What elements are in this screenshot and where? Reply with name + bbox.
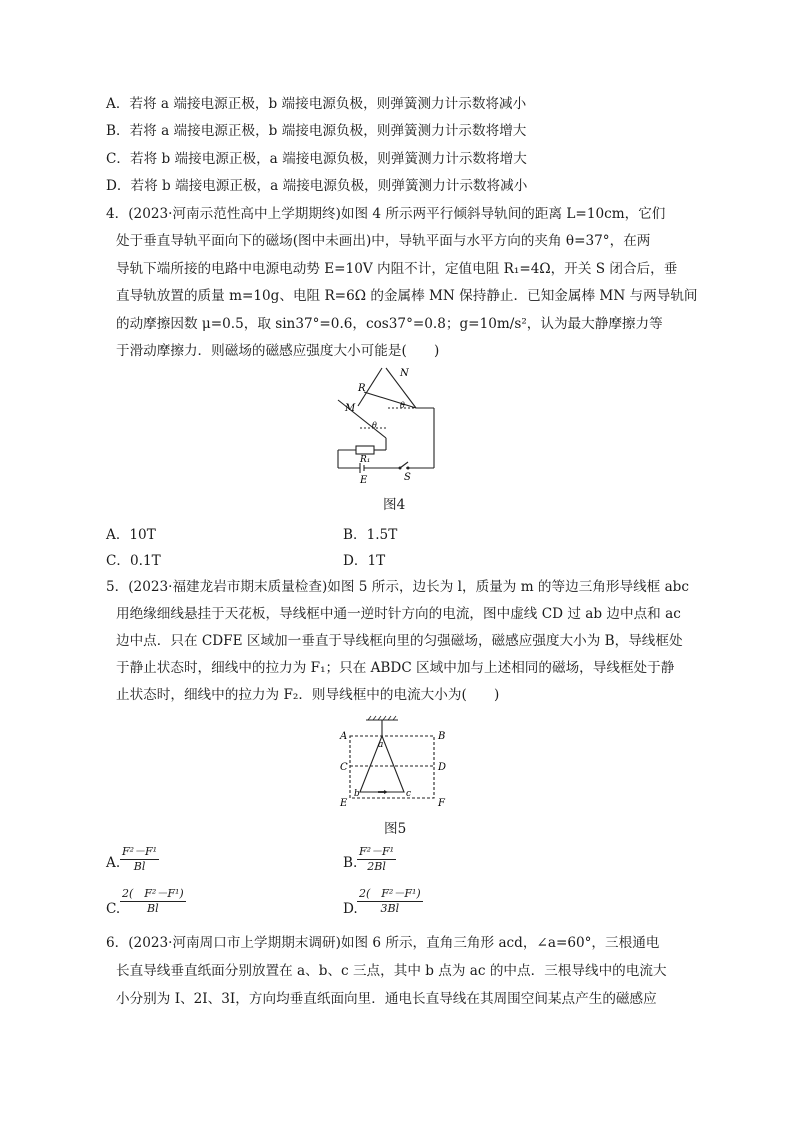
q3-option-a: A．若将 a 端接电源正极，b 端接电源负极，则弹簧测力计示数将减小 [106, 96, 527, 112]
q6-line: 6．(2023·河南周口市上学期期末调研)如图 6 所示，直角三角形 acd，∠a=60°，三根通电 [106, 935, 660, 951]
q3-option-b: B．若将 a 端接电源正极，b 端接电源负极，则弹簧测力计示数将增大 [106, 123, 527, 139]
q4-option-d: D．1T [343, 553, 386, 569]
label-vertex-c: c [406, 789, 412, 799]
label-b-corner: B [438, 731, 446, 742]
label-r: R [358, 383, 366, 394]
q4-line: 于滑动摩擦力．则磁场的磁感应强度大小可能是( ) [116, 343, 440, 359]
q4-option-c: C．0.1T [106, 553, 161, 569]
figure-4-caption: 图4 [383, 497, 406, 513]
resistor-r1 [356, 446, 374, 454]
q5-line: 用绝缘细线悬挂于天花板，导线框中通一逆时针方向的电流，图中虚线 CD 过 ab 边中点和 ac [116, 606, 681, 622]
option-letter: C. [106, 901, 121, 917]
q3-option-c: C．若将 b 端接电源正极，a 端接电源负极，则弹簧测力计示数将增大 [106, 151, 527, 167]
label-vertex-a: a [378, 740, 384, 750]
switch-s [400, 462, 408, 468]
q4-line: 直导轨放置的质量 m=10g、电阻 R=6Ω 的金属棒 MN 保持静止．已知金属棒 MN 与两导轨间 [116, 288, 698, 304]
label-r1: R₁ [360, 455, 371, 465]
label-theta-lower: θ [372, 421, 377, 430]
option-letter: B. [343, 855, 358, 871]
label-n: N [400, 368, 409, 379]
numerator: 2( F²－F¹) [122, 887, 184, 900]
label-e: E [360, 475, 368, 484]
numerator: 2( F²－F¹) [359, 887, 421, 900]
q3-option-d: D．若将 b 端接电源正极，a 端接电源负极，则弹簧测力计示数将减小 [106, 178, 528, 194]
label-vertex-b: b [354, 789, 360, 799]
label-d-corner: D [438, 762, 447, 773]
option-letter: A. [106, 855, 121, 871]
denominator: Bl [147, 902, 159, 915]
numerator: F²－F¹ [359, 845, 395, 858]
q4-option-a: A．10T [106, 527, 156, 543]
q4-line: 4．(2023·河南示范性高中上学期期终)如图 4 所示两平行倾斜导轨间的距离 L=10cm，它们 [106, 206, 666, 222]
denominator: Bl [133, 860, 146, 873]
rail-right-upper [364, 392, 416, 408]
fraction [120, 885, 186, 915]
figure-5-caption: 图5 [384, 821, 407, 837]
figure-5-triangle-frame [338, 714, 454, 810]
q5-line: 5．(2023·福建龙岩市期末质量检查)如图 5 所示，边长为 l，质量为 m 的等边三角形导线框 abc [106, 579, 689, 595]
q6-line: 长直导线垂直纸面分别放置在 a、b、c 三点，其中 b 点为 ac 的中点．三根导线中的电流大 [116, 963, 667, 979]
label-s: S [404, 472, 411, 483]
q4-line: 的动摩擦因数 μ=0.5，取 sin37°=0.6，cos37°=0.8；g=10m/s²，认为最大静摩擦力等 [116, 316, 663, 332]
label-theta-upper: θ [400, 401, 405, 410]
denominator: 2Bl [367, 860, 386, 873]
label-e-corner: E [340, 798, 348, 809]
label-f-corner: F [438, 798, 445, 809]
fraction [357, 843, 396, 873]
q4-line: 处于垂直导轨平面向下的磁场(图中未画出)中，导轨平面与水平方向的夹角 θ=37°，在两 [116, 233, 651, 249]
q6-line: 小分别为 I、2I、3I，方向均垂直纸面向里．通电长直导线在其周围空间某点产生的磁感应 [116, 991, 657, 1007]
numerator: F²－F¹ [122, 845, 158, 858]
figure-4-circuit [330, 364, 450, 484]
fraction [357, 885, 423, 915]
label-c-corner: C [340, 762, 348, 773]
denominator: 3Bl [380, 902, 400, 915]
q5-line: 边中点．只在 CDFE 区域加一垂直于导线框向里的匀强磁场，磁感应强度大小为 B，导线框处 [116, 633, 683, 649]
label-m: M [345, 403, 356, 414]
option-letter: D. [343, 901, 358, 917]
q5-line: 于静止状态时，细线中的拉力为 F₁；只在 ABDC 区域中加与上述相同的磁场，导线框处于静 [116, 660, 675, 676]
q4-option-b: B．1.5T [343, 527, 398, 543]
label-a-corner: A [340, 731, 348, 742]
q4-line: 导轨下端所接的电路中电源电动势 E=10V 内阻不计，定值电阻 R₁=4Ω，开关 S 闭合后，垂 [116, 261, 678, 277]
field-boundary [350, 736, 434, 798]
q5-line: 止状态时，细线中的拉力为 F₂．则导线框中的电流大小为( ) [116, 687, 500, 703]
fraction [120, 843, 159, 873]
